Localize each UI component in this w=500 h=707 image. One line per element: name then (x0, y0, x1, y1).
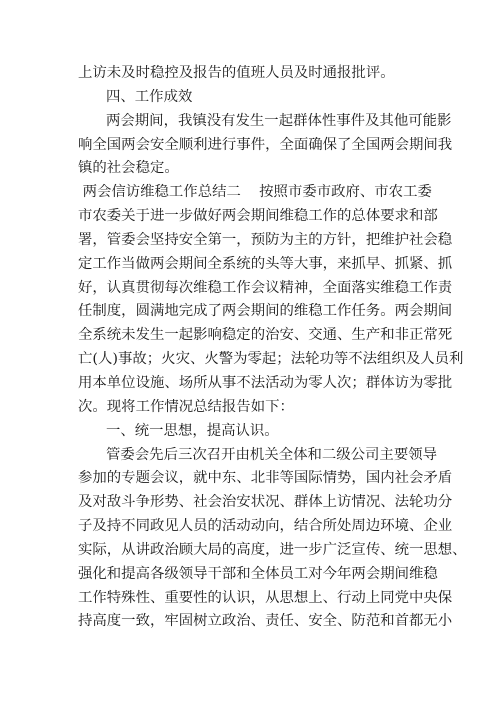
text-line: 子及持不同政见人员的活动动向，结合所处周边环境、企业 (78, 518, 453, 535)
text-line: 参加的专题会议，就中东、北非等国际情势，国内社会矛盾 (78, 470, 453, 487)
paragraph-first-line: 管委会先后三次召开由机关全体和二级公司主要领导 (106, 446, 437, 463)
text-line: 定工作当做两会期间全系统的头等大事，来抓早、抓紧、抓 (78, 255, 453, 272)
text-line: 及对敌斗争形势、社会治安状况、群体上访情况、法轮功分 (78, 494, 453, 511)
section-heading: 一、统一思想，提高认识。 (106, 422, 279, 439)
text-line: 好，认真贯彻每次维稳工作会议精神，全面落实维稳工作责 (78, 279, 453, 296)
text-line: 任制度，圆满地完成了两会期间的维稳工作任务。两会期间 (78, 303, 453, 320)
document-body (78, 62, 467, 634)
text-line: 市农委关于进一步做好两会期间维稳工作的总体要求和部 (78, 208, 438, 225)
subtitle-line: 两会信访维稳工作总结二 按照市委市政府、市农工委 (78, 184, 432, 201)
text-line: 上访未及时稳控及报告的值班人员及时通报批评。 (78, 65, 395, 81)
text-line: 全系统未发生一起影响稳定的治安、交通、生产和非正常死 (78, 327, 453, 344)
text-line: 持高度一致，牢固树立政治、责任、安全、防范和首都无小 (78, 613, 453, 630)
text-line: 用本单位设施、场所从事不法活动为零人次；群体访为零批 (78, 374, 453, 391)
text-line: 实际，从讲政治顾大局的高度，进一步广泛宣传、统一思想、 (78, 541, 467, 558)
text-line: 次。现将工作情况总结报告如下： (78, 398, 294, 415)
text-line: 亡(人)事故；火灾、火警为零起；法轮功等不法组织及人员利 (78, 351, 464, 368)
text-line: 强化和提高各级领导干部和全体员工对今年两会期间维稳 (78, 565, 438, 582)
section-heading: 四、工作成效 (106, 88, 193, 105)
text-line: 工作特殊性、重要性的认识，从思想上、行动上同党中央保 (78, 589, 453, 606)
text-line: 署，管委会坚持安全第一，预防为主的方针，把维护社会稳 (78, 231, 453, 248)
paragraph-first-line: 两会期间，我镇没有发生一起群体性事件及其他可能影 (106, 112, 452, 129)
text-line: 响全国两会安全顺利进行事件，全面确保了全国两会期间我 (78, 136, 453, 153)
text-line: 镇的社会稳定。 (78, 160, 179, 177)
